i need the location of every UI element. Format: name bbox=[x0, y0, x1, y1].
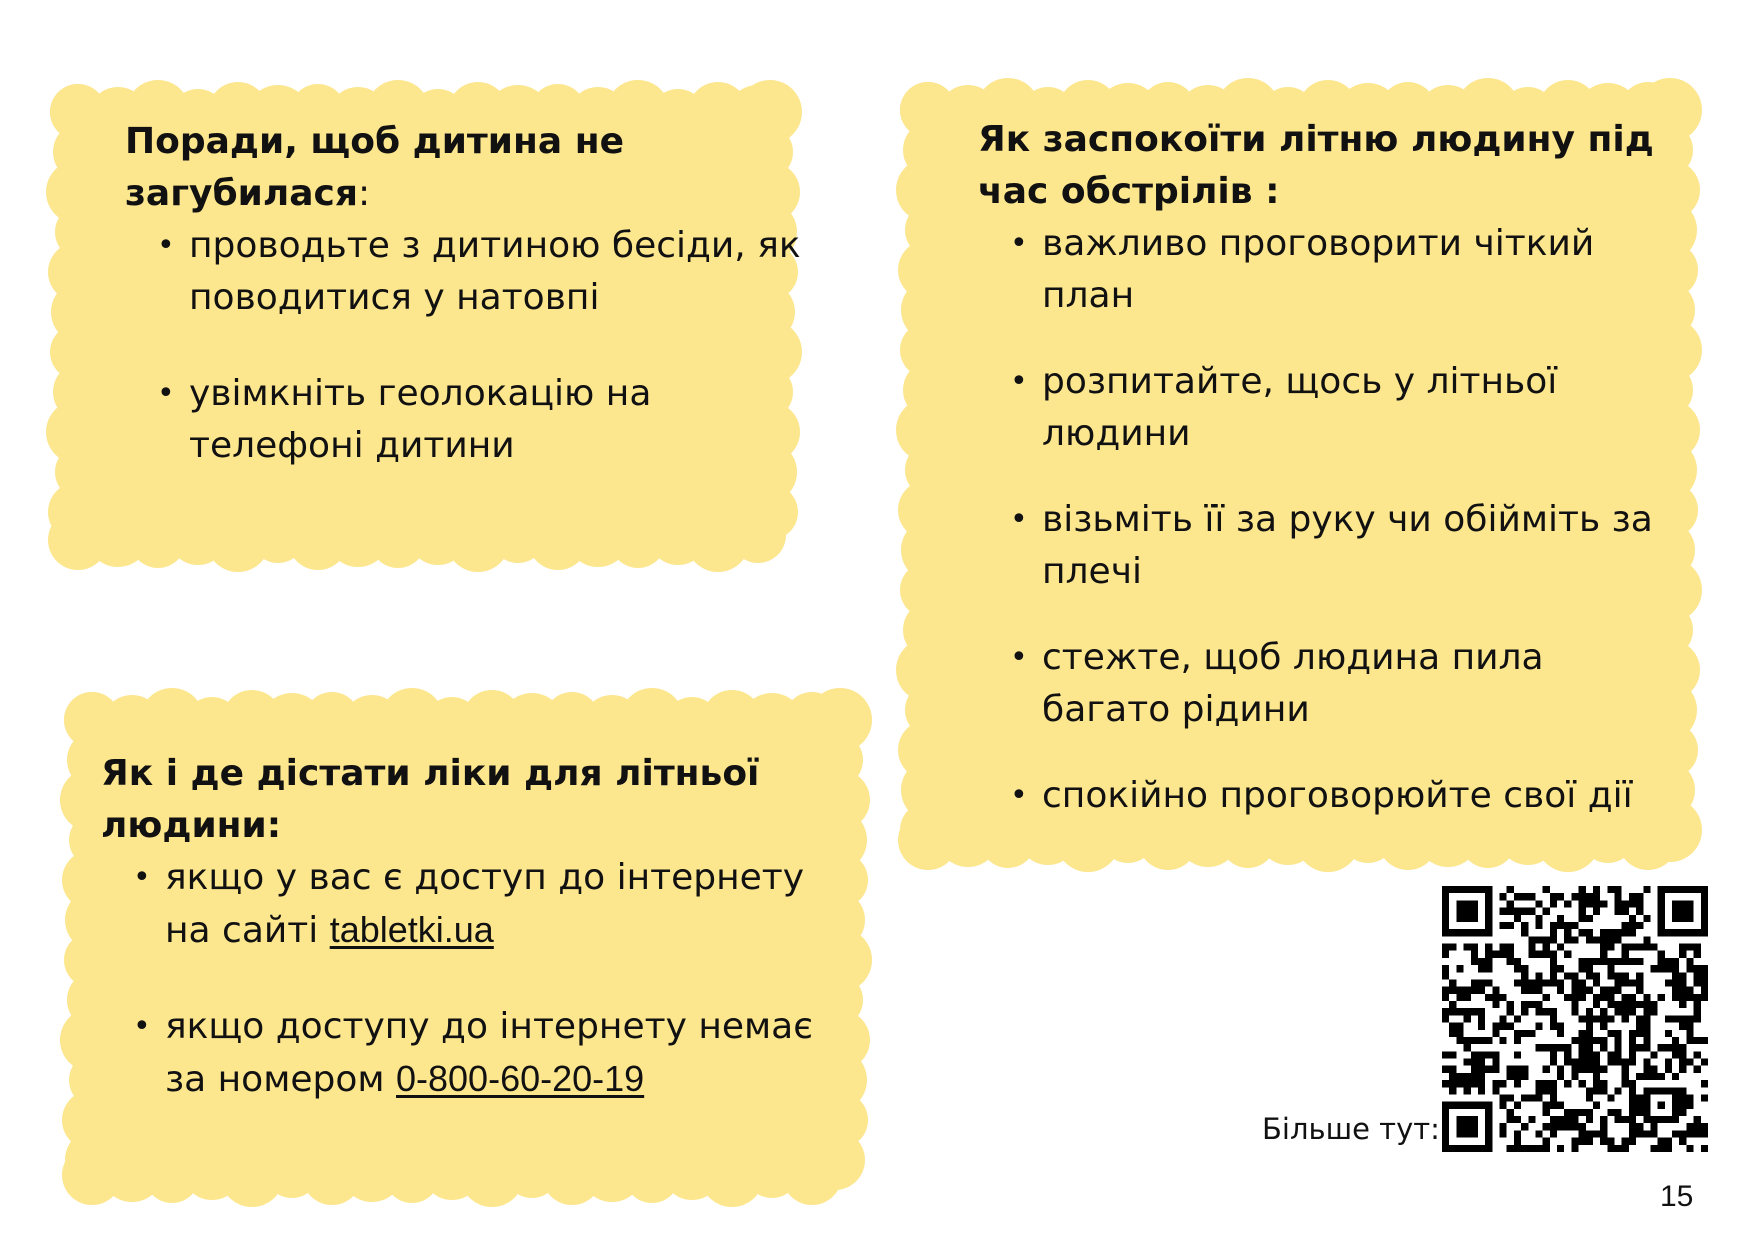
list-item: • візьміть її за руку чи обійміть за плечі bbox=[978, 494, 1658, 598]
list-item: • розпитайте, щось у літньої людини bbox=[978, 356, 1658, 460]
list-item: • проводьте з дитиною бесіди, як поводитися у натовпі bbox=[125, 220, 825, 324]
list-item: • важливо проговорити чіткий план bbox=[978, 218, 1658, 322]
hotline-phone-link[interactable]: 0-800-60-20-19 bbox=[396, 1058, 645, 1099]
medicine-card bbox=[101, 748, 821, 1106]
list-item bbox=[101, 1001, 821, 1106]
calm-elderly-card bbox=[978, 114, 1658, 822]
card-title-colon: : bbox=[357, 173, 371, 214]
card-title-text: Поради, щоб дитина не загубилася bbox=[125, 121, 625, 214]
list-item: • увімкніть геолокацію на телефоні дитини bbox=[125, 368, 825, 472]
page-number: 15 bbox=[1660, 1180, 1694, 1213]
card-title bbox=[125, 116, 825, 220]
card-title: Як і де дістати ліки для літньої людини: bbox=[101, 753, 760, 846]
card-title: Як заспокоїти літню людину під час обстрілів : bbox=[978, 119, 1654, 212]
list-item-text: якщо доступу до інтернету немає за номером bbox=[165, 1006, 813, 1100]
tabletki-link[interactable]: tabletki.ua bbox=[329, 909, 494, 950]
list-item: • стежте, щоб людина пила багато рідини bbox=[978, 632, 1658, 736]
list-item: • спокійно проговорюйте свої дії bbox=[978, 770, 1658, 822]
list-item-text: якщо у вас є доступ до інтернету на сайті bbox=[165, 857, 805, 951]
tips-child-card bbox=[125, 116, 825, 472]
tips-list bbox=[978, 218, 1658, 822]
tips-list bbox=[125, 220, 825, 472]
tips-list bbox=[101, 852, 821, 1106]
more-info-label: Більше тут: bbox=[1262, 1112, 1440, 1146]
list-item bbox=[101, 852, 821, 957]
qr-code-icon[interactable] bbox=[1442, 886, 1708, 1152]
